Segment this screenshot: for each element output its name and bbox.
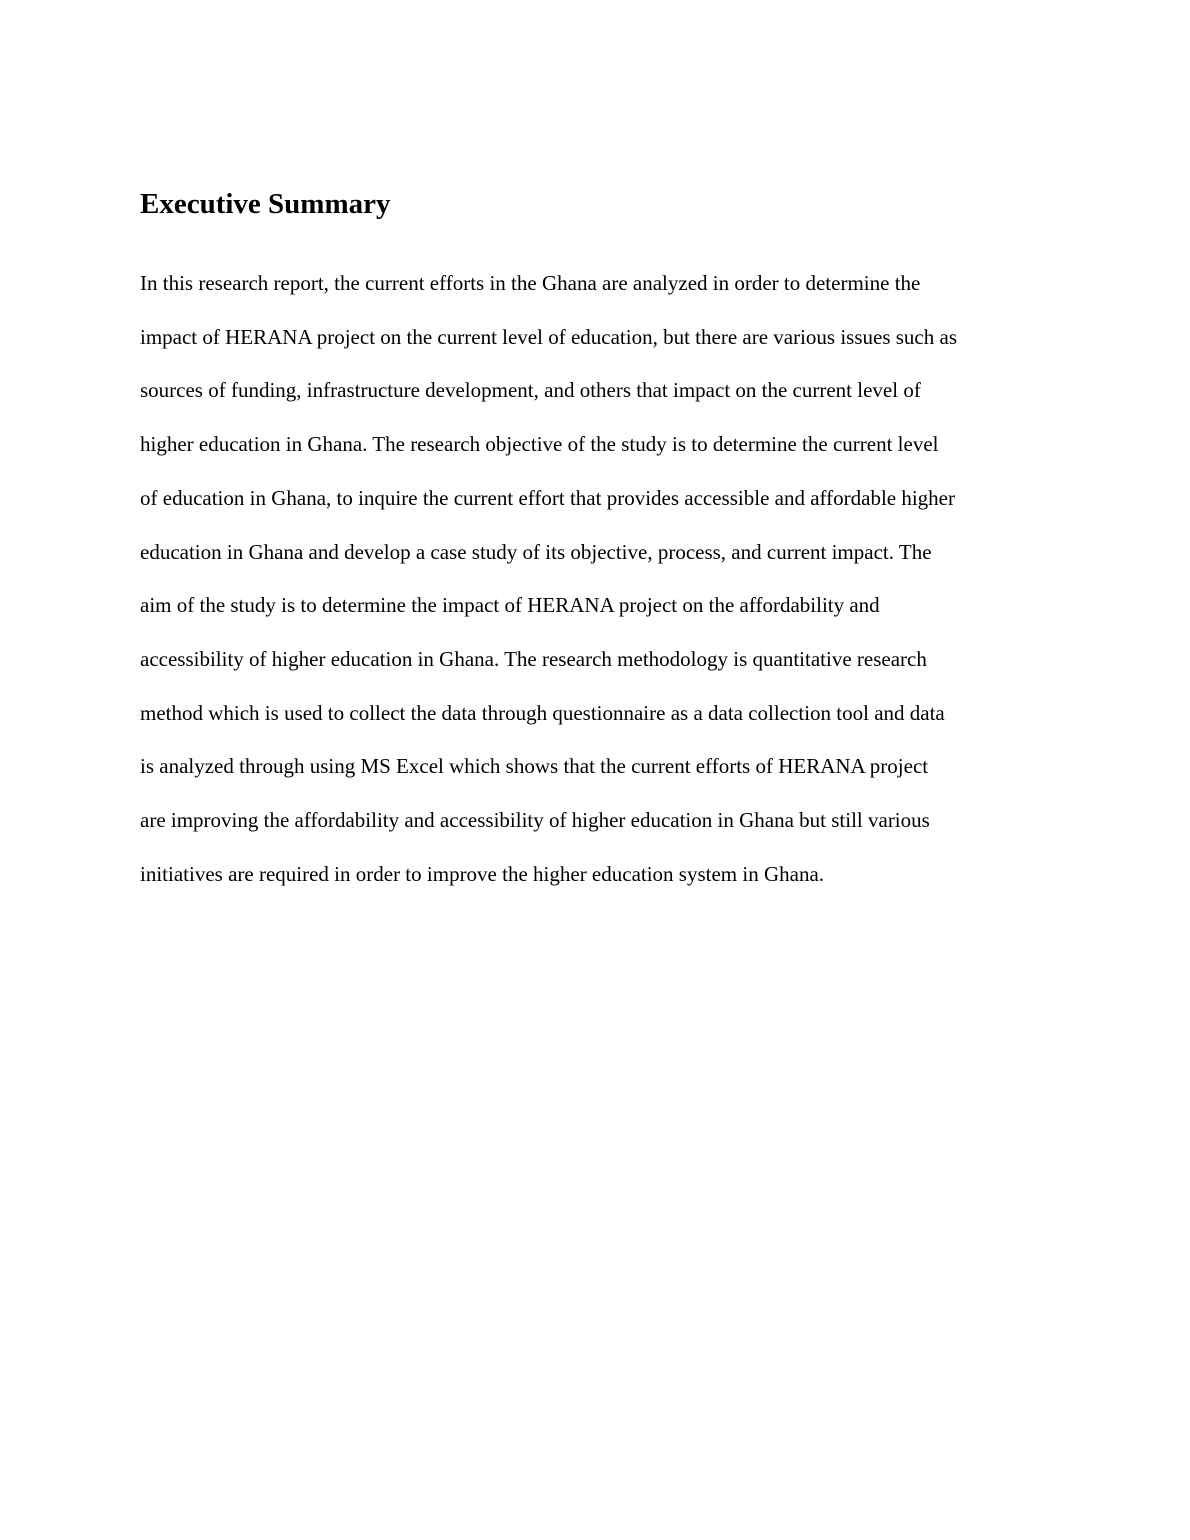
paragraph-line: initiatives are required in order to improve the higher education system in Ghana. — [140, 861, 825, 886]
executive-summary-paragraph — [140, 257, 1055, 901]
paragraph-line: accessibility of higher education in Ghana. The research methodology is quantitative research — [140, 646, 927, 671]
paragraph-line: method which is used to collect the data through questionnaire as a data collection tool and data — [140, 700, 945, 725]
paragraph-line: are improving the affordability and accessibility of higher education in Ghana but still various — [140, 808, 930, 833]
paragraph-line: sources of funding, infrastructure development, and others that impact on the current level of — [140, 378, 921, 403]
paragraph-line: is analyzed through using MS Excel which shows that the current efforts of HERANA project — [140, 754, 929, 779]
page-content — [140, 184, 1055, 901]
paragraph-line: aim of the study is to determine the impact of HERANA project on the affordability and — [140, 593, 880, 618]
paragraph-line: higher education in Ghana. The research objective of the study is to determine the current level — [140, 432, 939, 457]
paragraph-line: of education in Ghana, to inquire the current effort that provides accessible and affordable higher — [140, 485, 956, 510]
paragraph-line: In this research report, the current efforts in the Ghana are analyzed in order to determine the — [140, 271, 921, 295]
page-title: Executive Summary — [140, 188, 391, 220]
paragraph-line: education in Ghana and develop a case study of its objective, process, and current impact. The — [140, 539, 932, 564]
paragraph-line: impact of HERANA project on the current level of education, but there are various issues such as — [140, 324, 958, 349]
